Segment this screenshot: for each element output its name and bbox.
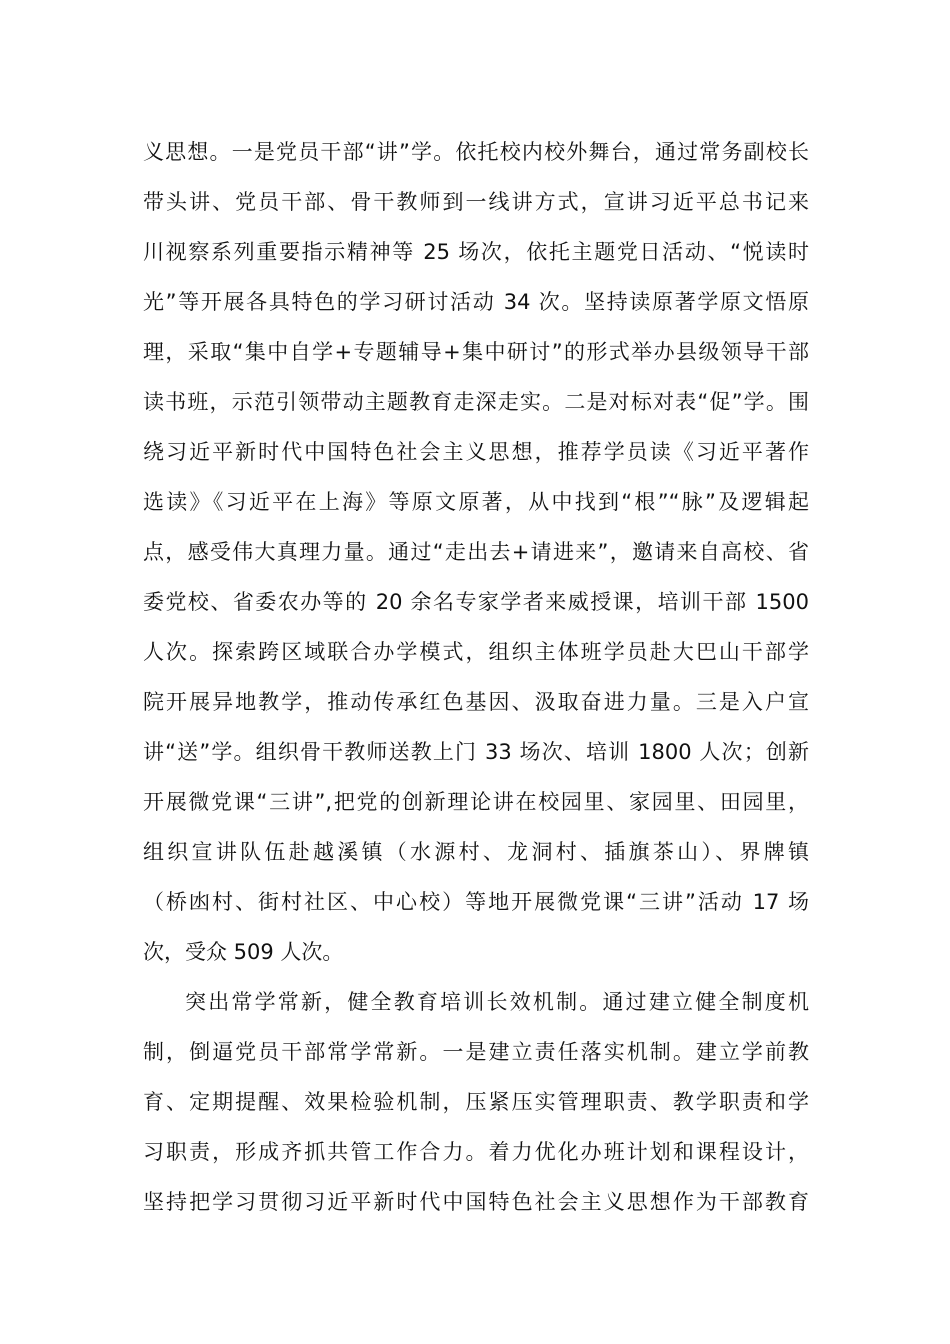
paragraph-line: 制，倒逼党员干部常学常新。一是建立责任落实机制。建立学前教 <box>143 1040 809 1064</box>
paragraph-2 <box>143 977 809 1227</box>
paragraph-line: 光”等开展各具特色的学习研讨活动 34 次。坚持读原著学原文悟原 <box>143 290 809 314</box>
paragraph-line: （桥凼村、街村社区、中心校）等地开展微党课“三讲”活动 17 场 <box>143 890 809 914</box>
paragraph-line: 读书班，示范引领带动主题教育走深走实。二是对标对表“促”学。围 <box>143 390 809 414</box>
paragraph-line: 突出常学常新，健全教育培训长效机制。通过建立健全制度机 <box>185 990 809 1014</box>
paragraph-line: 坚持把学习贯彻习近平新时代中国特色社会主义思想作为干部教育 <box>143 1190 809 1214</box>
paragraph-line: 开展微党课“三讲”,把党的创新理论讲在校园里、家园里、田园里， <box>143 790 809 814</box>
paragraph-line: 理，采取“集中自学+专题辅导+集中研讨”的形式举办县级领导干部 <box>143 340 809 364</box>
paragraph-line: 委党校、省委农办等的 20 余名专家学者来威授课，培训干部 1500 <box>143 590 809 614</box>
paragraph-line: 育、定期提醒、效果检验机制，压紧压实管理职责、教学职责和学 <box>143 1090 809 1114</box>
paragraph-line: 讲“送”学。组织骨干教师送教上门 33 场次、培训 1800 人次；创新 <box>143 740 809 764</box>
paragraph-line: 点，感受伟大真理力量。通过“走出去+请进来”，邀请来自高校、省 <box>143 540 809 564</box>
paragraph-line: 川视察系列重要指示精神等 25 场次，依托主题党日活动、“悦读时 <box>143 240 809 264</box>
paragraph-line: 次，受众 509 人次。 <box>143 940 344 964</box>
paragraph-line: 组织宣讲队伍赴越溪镇（水源村、龙洞村、插旗茶山）、界牌镇 <box>143 840 809 864</box>
paragraph-1 <box>143 127 809 977</box>
paragraph-line: 选读》《习近平在上海》等原文原著，从中找到“根”“脉”及逻辑起 <box>143 490 809 514</box>
paragraph-line: 习职责，形成齐抓共管工作合力。着力优化办班计划和课程设计， <box>143 1140 809 1164</box>
document-body <box>143 127 809 1227</box>
paragraph-line: 院开展异地教学，推动传承红色基因、汲取奋进力量。三是入户宣 <box>143 690 809 714</box>
paragraph-line: 人次。探索跨区域联合办学模式，组织主体班学员赴大巴山干部学 <box>143 640 809 664</box>
paragraph-line: 义思想。一是党员干部“讲”学。依托校内校外舞台，通过常务副校长 <box>143 140 809 164</box>
paragraph-line: 带头讲、党员干部、骨干教师到一线讲方式，宣讲习近平总书记来 <box>143 190 809 214</box>
paragraph-line: 绕习近平新时代中国特色社会主义思想，推荐学员读《习近平著作 <box>143 440 809 464</box>
